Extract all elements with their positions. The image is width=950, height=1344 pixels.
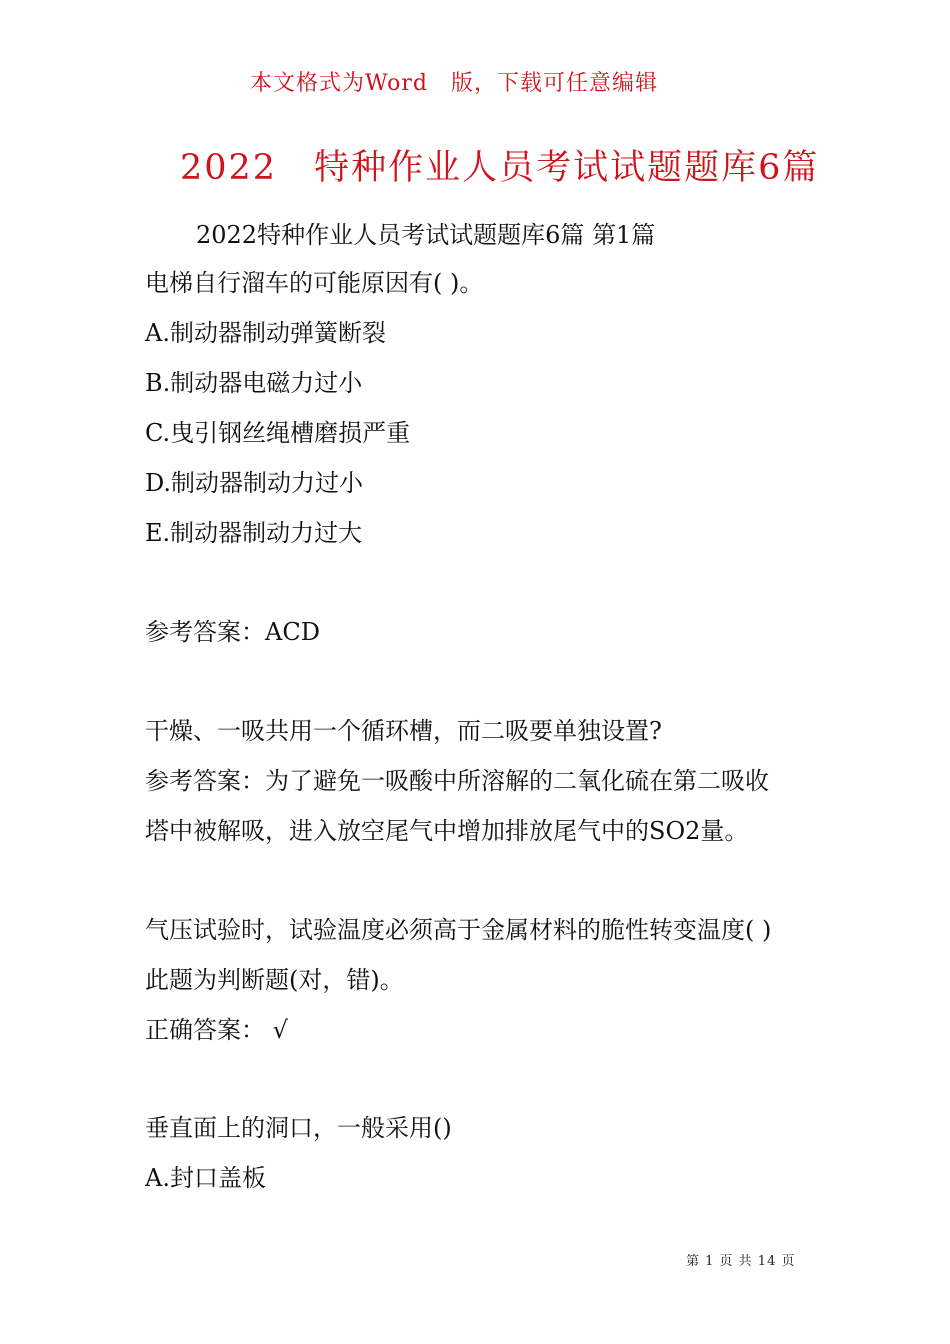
question-1-answer: 参考答案：ACD xyxy=(145,618,320,646)
question-3-answer: 正确答案： √ xyxy=(145,1016,288,1044)
question-3-note: 此题为判断题(对，错)。 xyxy=(145,966,404,994)
question-4-text: 垂直面上的洞口，一般采用() xyxy=(145,1114,452,1142)
question-2-text: 干燥、一吸共用一个循环槽，而二吸要单独设置? xyxy=(145,717,662,745)
question-1-option-d: D.制动器制动力过小 xyxy=(145,469,364,497)
question-2-answer-line-2: 塔中被解吸，进入放空尾气中增加排放尾气中的SO2量。 xyxy=(145,817,749,845)
document-title: 2022 特种作业人员考试试题题库6篇 xyxy=(180,148,820,188)
question-2-answer-line-1: 参考答案：为了避免一吸酸中所溶解的二氧化硫在第二吸收 xyxy=(145,767,769,795)
question-1-text: 电梯自行溜车的可能原因有( )。 xyxy=(145,269,484,297)
page-number: 第 1 页 共 14 页 xyxy=(686,1254,796,1269)
question-3-text: 气压试验时，试验温度必须高于金属材料的脆性转变温度( ) xyxy=(145,916,772,944)
section-heading: 2022特种作业人员考试试题题库6篇 第1篇 xyxy=(196,221,656,249)
question-1-option-a: A.制动器制动弹簧断裂 xyxy=(145,319,386,347)
question-1-option-c: C.曳引钢丝绳槽磨损严重 xyxy=(145,419,411,447)
format-note: 本文格式为Word 版，下载可任意编辑 xyxy=(250,71,658,96)
question-1-option-e: E.制动器制动力过大 xyxy=(145,519,363,547)
question-4-option-a: A.封口盖板 xyxy=(145,1164,266,1192)
question-1-option-b: B.制动器电磁力过小 xyxy=(145,369,363,397)
